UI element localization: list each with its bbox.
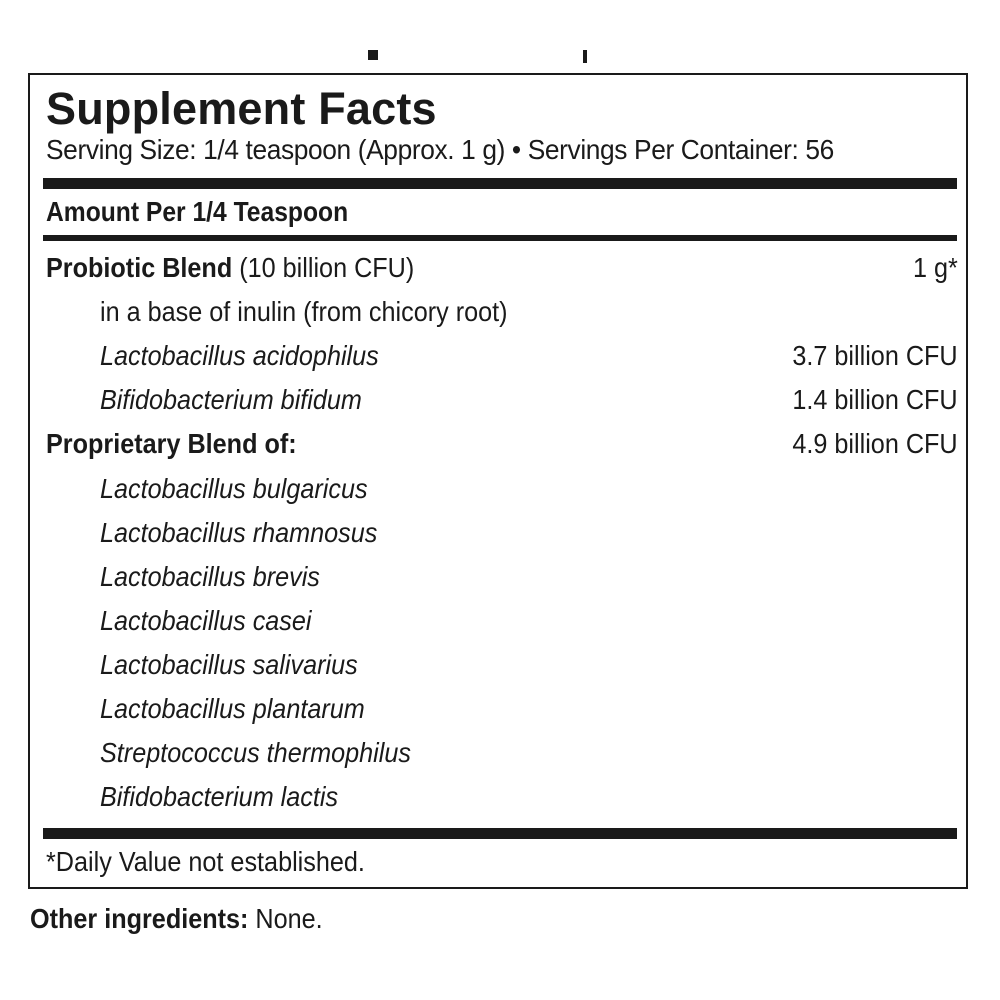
other-ingredients-label: Other ingredients: bbox=[30, 903, 249, 934]
proprietary-strain-name: Lactobacillus casei bbox=[100, 605, 312, 636]
proprietary-strain-row bbox=[46, 471, 958, 507]
strain-row bbox=[46, 382, 958, 418]
proprietary-strain-name: Lactobacillus plantarum bbox=[100, 693, 365, 724]
probiotic-blend-row bbox=[46, 250, 958, 286]
divider-medium bbox=[43, 235, 957, 241]
proprietary-strain-row bbox=[46, 647, 958, 683]
probiotic-blend-qualifier: (10 billion CFU) bbox=[232, 252, 415, 283]
strain-amount: 3.7 billion CFU bbox=[792, 340, 958, 371]
strain-amount: 1.4 billion CFU bbox=[792, 384, 958, 415]
proprietary-strain-row bbox=[46, 603, 958, 639]
supplement-facts-panel bbox=[28, 73, 968, 889]
proprietary-blend-amount: 4.9 billion CFU bbox=[792, 428, 958, 459]
proprietary-strain-row bbox=[46, 515, 958, 551]
divider-thick bbox=[43, 178, 957, 189]
proprietary-strain-row bbox=[46, 779, 958, 815]
proprietary-strain-name: Lactobacillus salivarius bbox=[100, 649, 358, 680]
probiotic-blend-name: Probiotic Blend bbox=[46, 252, 233, 283]
panel-title: Supplement Facts bbox=[46, 83, 437, 134]
proprietary-strain-name: Bifidobacterium lactis bbox=[100, 781, 339, 812]
strain-row bbox=[46, 338, 958, 374]
other-ingredients bbox=[30, 902, 323, 936]
serving-info: Serving Size: 1/4 teaspoon (Approx. 1 g) • Servings Per Container: 56 bbox=[46, 134, 834, 165]
proprietary-strain-row bbox=[46, 735, 958, 771]
other-ingredients-value: None. bbox=[248, 903, 323, 934]
cropped-text-fragments bbox=[0, 50, 1000, 64]
base-note-row bbox=[46, 294, 958, 330]
strain-name: Lactobacillus acidophilus bbox=[100, 340, 379, 371]
proprietary-blend-name: Proprietary Blend of: bbox=[46, 428, 297, 459]
proprietary-blend-row bbox=[46, 426, 958, 462]
proprietary-strain-name: Lactobacillus brevis bbox=[100, 561, 320, 592]
proprietary-strain-row bbox=[46, 691, 958, 727]
proprietary-strain-row bbox=[46, 559, 958, 595]
proprietary-strain-name: Lactobacillus bulgaricus bbox=[100, 473, 368, 504]
divider-thick bbox=[43, 828, 957, 839]
proprietary-strain-name: Lactobacillus rhamnosus bbox=[100, 517, 378, 548]
base-note: in a base of inulin (from chicory root) bbox=[100, 296, 508, 327]
proprietary-strain-name: Streptococcus thermophilus bbox=[100, 737, 411, 768]
daily-value-footnote: *Daily Value not established. bbox=[46, 846, 365, 877]
probiotic-blend-amount: 1 g* bbox=[913, 252, 958, 283]
amount-per-heading: Amount Per 1/4 Teaspoon bbox=[46, 196, 349, 227]
strain-name: Bifidobacterium bifidum bbox=[100, 384, 362, 415]
